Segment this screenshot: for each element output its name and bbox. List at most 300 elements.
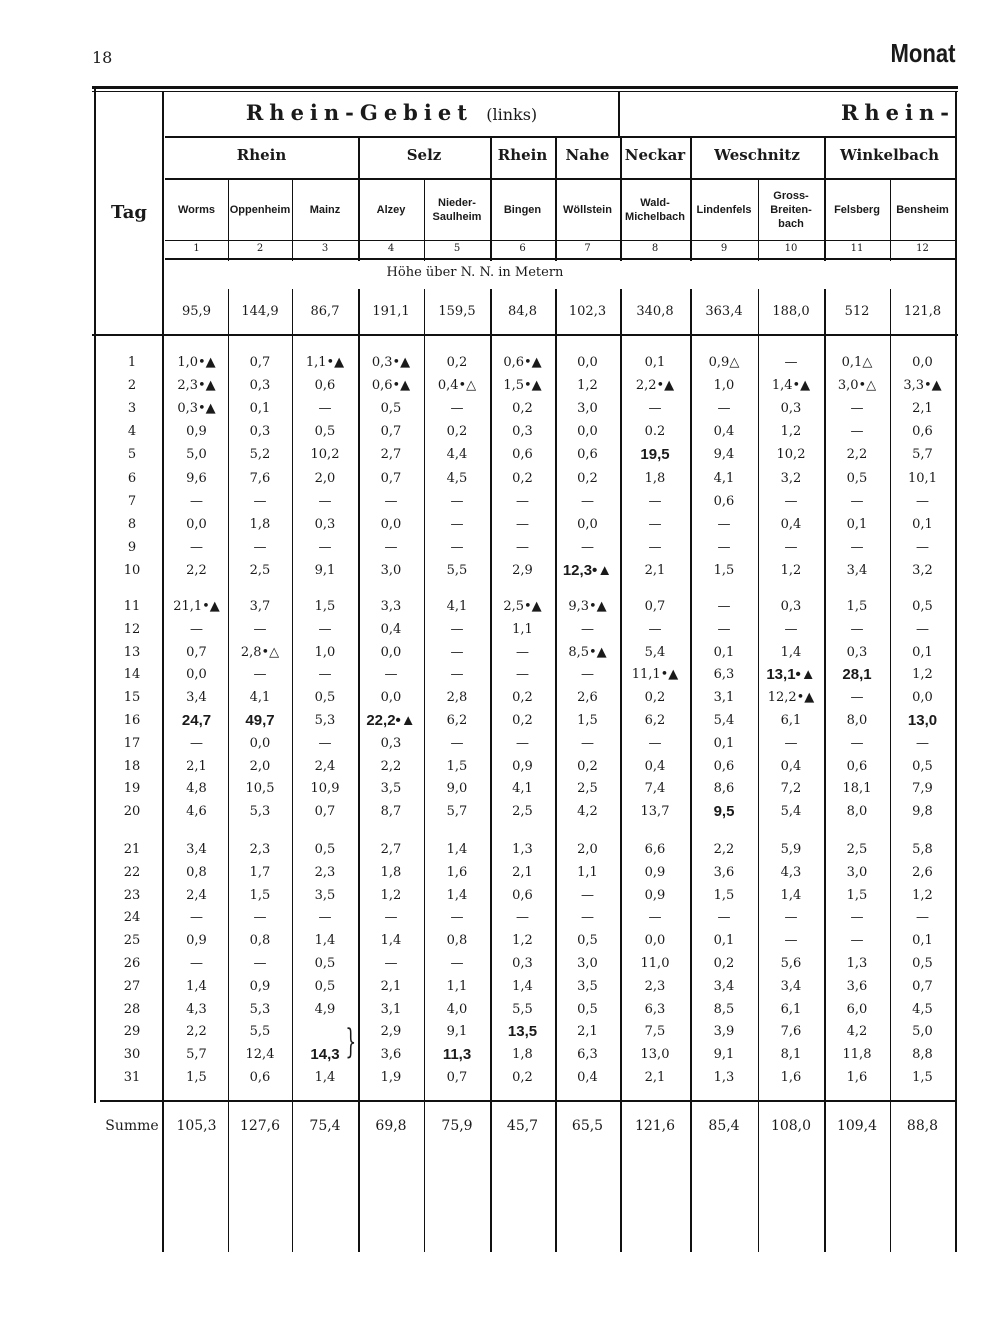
rainfall-value: — [648, 539, 662, 555]
rainfall-value: — [384, 910, 398, 926]
rainfall-value: — [253, 667, 267, 683]
region-name: Rhein-Gebiet [245, 100, 473, 125]
rainfall-value: 9,1 [314, 562, 336, 578]
rainfall-value: 2,7 [380, 447, 402, 463]
rainfall-value: 2,1 [577, 1024, 598, 1040]
rainfall-value: 2,9 [512, 562, 533, 578]
rainfall-value: 2,6 [912, 864, 933, 880]
rainfall-value: 0,1 [644, 355, 666, 370]
rainfall-value: 0,0 [912, 355, 933, 370]
rainfall-value: — [648, 493, 662, 509]
day-column-header: Tag [111, 202, 147, 223]
station-altitude: 191,1 [372, 304, 410, 319]
rainfall-value: 2,0 [577, 842, 598, 857]
station-header: Felsberg [834, 204, 880, 216]
rainfall-value: 4,3 [780, 864, 802, 880]
station-number: 8 [651, 243, 659, 254]
rainfall-value: 5,4 [644, 644, 666, 660]
rainfall-value: — [190, 493, 203, 509]
rainfall-value: 10,1 [908, 470, 937, 486]
rainfall-value: — [450, 516, 464, 532]
rainfall-value: 6,2 [446, 713, 468, 728]
rainfall-value: — [318, 539, 332, 555]
station-rule [165, 240, 955, 241]
rainfall-value: 6,0 [846, 1001, 868, 1017]
rainfall-value: 1,3 [846, 956, 868, 971]
rainfall-value: 11,3 [442, 1046, 472, 1064]
rainfall-value: 0,0 [577, 355, 598, 370]
rainfall-value: 9,8 [912, 804, 933, 820]
monthly-sum: 108,0 [770, 1118, 812, 1134]
rainfall-value: 10,2 [310, 447, 340, 463]
rainfall-value: 2,3 [314, 864, 336, 880]
rainfall-value: 5,3 [249, 1001, 271, 1017]
rainfall-value: 1,5•▲ [503, 378, 542, 394]
rainfall-value: 0,2 [577, 470, 598, 486]
rainfall-value: 12,2•▲ [767, 690, 815, 706]
rainfall-value: — [450, 621, 464, 637]
rainfall-value: — [516, 539, 529, 555]
rainfall-value: 6,1 [780, 1001, 802, 1017]
station-altitude: 512 [844, 304, 870, 319]
top-rule [92, 86, 958, 89]
rainfall-value: 2,5 [577, 781, 598, 797]
rainfall-value: 1,5 [713, 887, 735, 903]
rainfall-value: 0,5 [314, 690, 336, 706]
rainfall-value: — [850, 424, 864, 440]
rainfall-value: 0,8 [186, 864, 207, 880]
rainfall-value: 1,4 [446, 842, 468, 857]
rainfall-value: 9,5 [713, 803, 735, 821]
rainfall-value: 0,7 [380, 470, 402, 486]
rainfall-value: — [581, 887, 594, 903]
station-number: 4 [387, 243, 395, 254]
rainfall-value: 3,0 [380, 562, 402, 578]
day-number: 26 [123, 956, 141, 971]
rainfall-value: 0,9 [186, 424, 207, 440]
rainfall-value: 2,7 [380, 842, 402, 857]
rainfall-value: — [450, 956, 464, 971]
rainfall-value: 1,5 [446, 758, 468, 774]
rainfall-value: 3,2 [912, 562, 933, 578]
rainfall-value: 6,1 [780, 713, 802, 728]
rainfall-value: 8,0 [846, 713, 868, 728]
rainfall-value: — [648, 735, 662, 751]
rainfall-value: 0.2 [644, 424, 666, 440]
rainfall-value: — [190, 956, 203, 971]
rainfall-value: — [190, 539, 203, 555]
rainfall-value: — [916, 910, 929, 926]
top-rule-2 [92, 91, 958, 92]
rainfall-value: 4,1 [446, 599, 468, 614]
rainfall-value: 0,0 [912, 690, 933, 706]
rainfall-value: 7,4 [644, 781, 666, 797]
rainfall-value: 1,2 [380, 887, 402, 903]
rainfall-value: 0,7 [912, 978, 933, 994]
station-altitude: 159,5 [438, 304, 476, 319]
day-number: 25 [123, 933, 141, 949]
monthly-sum: 127,6 [239, 1118, 281, 1134]
rainfall-value: 3,0•△ [837, 378, 877, 394]
rainfall-value: 5,3 [314, 713, 336, 728]
rainfall-value: 0,3 [380, 735, 402, 751]
station-number: 9 [720, 243, 728, 254]
day-number: 21 [123, 842, 141, 857]
rainfall-value: 0,1 [846, 516, 868, 532]
station-header: Bingen [503, 204, 542, 216]
rainfall-value: 2,9 [380, 1024, 402, 1040]
rainfall-value: 0,5 [577, 1001, 598, 1017]
rainfall-value: 1,5 [314, 599, 336, 614]
rainfall-value: — [384, 493, 398, 509]
rainfall-value: — [581, 735, 594, 751]
rainfall-value: 2,2 [380, 758, 402, 774]
rainfall-value: 5,5 [249, 1024, 271, 1040]
station-altitude: 86,7 [310, 304, 340, 319]
rainfall-value: 3,4 [713, 978, 735, 994]
rainfall-value: 0,4 [380, 621, 402, 637]
rainfall-value: 0,1 [912, 933, 933, 949]
rainfall-value: 3,1 [713, 690, 735, 706]
rainfall-value: 0,2 [713, 956, 735, 971]
rainfall-value: 0,0 [186, 667, 207, 683]
station-number: 1 [193, 243, 200, 254]
rainfall-value: 0,4 [780, 758, 802, 774]
rainfall-value: 2,4 [314, 758, 336, 774]
rainfall-value: 0,1 [713, 735, 735, 751]
rainfall-value: 0,2 [446, 424, 468, 440]
rainfall-value: 3,4 [186, 690, 207, 706]
rainfall-value: 0,9△ [708, 355, 740, 370]
rainfall-value: — [648, 516, 662, 532]
rainfall-value: 0,6 [713, 493, 735, 509]
rainfall-value: 0,1 [912, 644, 933, 660]
rainfall-value: 0,8 [249, 933, 271, 949]
rainfall-value: 0,5 [846, 470, 868, 486]
rainfall-value: 49,7 [245, 712, 275, 729]
rainfall-value: 3,3•▲ [903, 378, 942, 394]
rainfall-value: 10,2 [776, 447, 806, 463]
rainfall-value: 1,6 [780, 1070, 802, 1085]
rainfall-value: — [784, 493, 798, 509]
rainfall-value: 9,3•▲ [568, 599, 607, 614]
rainfall-value: 0,6 [512, 887, 533, 903]
region-rule [165, 136, 955, 138]
rainfall-value: 10,5 [245, 781, 275, 797]
brace-icon: } [345, 1022, 357, 1062]
station-altitude: 363,4 [705, 304, 743, 319]
rainfall-value: — [581, 667, 594, 683]
monthly-sum: 109,4 [836, 1118, 878, 1134]
rainfall-value: 3,3 [380, 599, 402, 614]
rainfall-value: 2,0 [249, 758, 271, 774]
rainfall-value: — [784, 355, 798, 370]
rainfall-value: 5,0 [186, 447, 207, 463]
rainfall-value: 4,9 [314, 1001, 336, 1017]
rainfall-value: 3,4 [780, 978, 802, 994]
station-number: 12 [916, 243, 929, 254]
day-number: 1 [127, 355, 137, 370]
rainfall-value: 0,3•▲ [371, 355, 411, 370]
day-number: 18 [123, 758, 141, 774]
rainfall-value: 1,0 [713, 378, 735, 394]
rainfall-value: — [516, 516, 529, 532]
rainfall-value: 12,4 [245, 1047, 275, 1063]
rainfall-value: 0,4 [713, 424, 735, 440]
rainfall-value: 3,1 [380, 1001, 402, 1017]
station-header: Gross- Breiten- bach [770, 190, 812, 230]
station-header: Mainz [309, 204, 341, 216]
day-number: 8 [127, 516, 137, 532]
rainfall-value: — [648, 401, 662, 417]
rainfall-value: — [850, 933, 864, 949]
header-bottom-rule [92, 334, 958, 336]
rainfall-value: 8,6 [713, 781, 735, 797]
rainfall-value: 7,2 [780, 781, 802, 797]
rainfall-value: — [717, 621, 731, 637]
rainfall-value: 1,0•▲ [177, 355, 216, 370]
rainfall-value: 0,0 [249, 735, 271, 751]
rainfall-value: 0,0 [577, 516, 598, 532]
rainfall-value: — [318, 621, 332, 637]
rainfall-value: 4,1 [713, 470, 735, 486]
day-number: 12 [123, 621, 141, 637]
rainfall-value: — [450, 910, 464, 926]
rainfall-value: 8,1 [780, 1047, 802, 1063]
rainfall-value: — [450, 667, 464, 683]
rainfall-value: 1,1 [512, 621, 533, 637]
station-header: Lindenfels [696, 204, 752, 216]
rainfall-value: 6,3 [577, 1047, 598, 1063]
rainfall-value: 1,2 [780, 562, 802, 578]
rainfall-value: 4,5 [912, 1001, 933, 1017]
rainfall-value: 0,3 [512, 956, 533, 971]
station-header: Alzey [376, 204, 406, 216]
rainfall-value: 1,4 [314, 933, 336, 949]
rainfall-value: 1,5 [912, 1070, 933, 1085]
river-header: Neckar [624, 146, 686, 164]
rainfall-value: 0,6•▲ [503, 355, 542, 370]
rainfall-value: — [190, 621, 203, 637]
rainfall-value: — [784, 539, 798, 555]
day-number: 6 [127, 470, 137, 486]
rainfall-value: 4,8 [186, 781, 207, 797]
rainfall-value: 3,6 [380, 1047, 402, 1063]
rainfall-value: 0,5 [314, 424, 336, 440]
rainfall-value: 0,3 [512, 424, 533, 440]
rainfall-value: 4,1 [249, 690, 271, 706]
day-number: 31 [123, 1070, 141, 1085]
rainfall-value: 0,6 [577, 447, 598, 463]
rainfall-value: 1,5 [713, 562, 735, 578]
rainfall-value: 5,0 [912, 1024, 933, 1040]
rainfall-value: 1,4 [380, 933, 402, 949]
rainfall-value: 1,5 [186, 1070, 207, 1085]
rainfall-value: 3,6 [846, 978, 868, 994]
region-title-left [165, 100, 618, 125]
day-number: 30 [123, 1047, 141, 1063]
rainfall-value: 3,0 [577, 401, 598, 417]
rainfall-value: 19,5 [640, 446, 670, 464]
rainfall-value: — [516, 667, 529, 683]
rainfall-value: — [581, 621, 594, 637]
monthly-sum: 75,9 [441, 1118, 473, 1134]
rainfall-value: 2,1 [380, 978, 402, 994]
rainfall-value: 1,5 [249, 887, 271, 903]
rainfall-value: 1,4 [446, 887, 468, 903]
river-header: Nahe [565, 146, 610, 164]
rainfall-value: 0,6 [912, 424, 933, 440]
rainfall-value: — [717, 910, 731, 926]
rainfall-value: 2,3 [249, 842, 271, 857]
station-altitude: 121,8 [903, 304, 942, 319]
rainfall-value: 0,7 [314, 804, 336, 820]
monthly-sum: 88,8 [906, 1118, 939, 1134]
rainfall-value: — [450, 493, 464, 509]
rainfall-value: — [318, 493, 332, 509]
rainfall-value: 0,6•▲ [371, 378, 411, 394]
rainfall-value: 1,4 [780, 887, 802, 903]
rainfall-value: — [850, 735, 864, 751]
rainfall-value: — [717, 516, 731, 532]
rainfall-value: 0,7 [186, 644, 207, 660]
rainfall-value: — [717, 599, 731, 614]
rainfall-value: — [253, 956, 267, 971]
rainfall-value: — [581, 493, 594, 509]
rainfall-value: 13,0 [907, 712, 938, 729]
station-altitude: 102,3 [568, 304, 607, 319]
rainfall-value: 3,0 [846, 864, 868, 880]
rainfall-value: 8,5 [713, 1001, 735, 1017]
monthly-sum: 65,5 [571, 1118, 604, 1134]
rainfall-value: 0,2 [512, 401, 533, 417]
rainfall-value: 0,8 [446, 933, 468, 949]
rainfall-value: — [648, 910, 662, 926]
rainfall-value: 21,1•▲ [173, 599, 220, 614]
rainfall-value: 0,5 [314, 978, 336, 994]
rainfall-value: 28,1 [842, 666, 872, 684]
rainfall-value: 1,6 [446, 864, 468, 880]
rainfall-value: — [450, 539, 464, 555]
rainfall-value: 0,5 [380, 401, 402, 417]
rainfall-value: 0,2 [446, 355, 468, 370]
rainfall-value: 22,2•▲ [366, 712, 416, 729]
rainfall-value: 0,2 [512, 1070, 533, 1085]
rainfall-value: 0,6 [846, 758, 868, 774]
rainfall-value: 8,0 [846, 804, 868, 820]
day-number: 29 [123, 1024, 141, 1040]
rainfall-value: 7,6 [780, 1024, 802, 1040]
rainfall-value: 6,2 [644, 713, 666, 728]
rainfall-value: 2,4 [186, 887, 207, 903]
rainfall-value: 0,1 [249, 401, 271, 417]
rainfall-value: 0,0 [380, 690, 402, 706]
rainfall-value: 1,3 [512, 842, 533, 857]
rainfall-value: 11,1•▲ [631, 667, 679, 683]
rainfall-value: 1,2 [780, 424, 802, 440]
rainfall-value: 2,3 [644, 978, 666, 994]
rainfall-value: — [916, 735, 929, 751]
rainfall-value: 13,1•▲ [766, 666, 816, 684]
rainfall-value: 1,8 [512, 1047, 533, 1063]
day-number: 27 [123, 978, 141, 994]
rainfall-value: — [253, 493, 267, 509]
monthly-sum: 69,8 [375, 1118, 407, 1134]
rainfall-value: 2,8 [446, 690, 468, 706]
page-number: 18 [92, 48, 113, 67]
rainfall-value: — [784, 910, 798, 926]
station-header: Wöllstein [563, 204, 612, 216]
rainfall-value: 9,1 [446, 1024, 468, 1040]
rainfall-value: 2,1 [912, 401, 933, 417]
day-number: 24 [123, 910, 141, 926]
rainfall-value: 5,4 [780, 804, 802, 820]
rainfall-value: 0,2 [644, 690, 666, 706]
rainfall-value: 2,6 [577, 690, 598, 706]
station-header: Worms [177, 204, 216, 216]
rainfall-value: 11,0 [640, 956, 670, 971]
rainfall-value: 13,5 [507, 1023, 538, 1041]
rainfall-value: 0,4 [577, 1070, 598, 1085]
rainfall-value: 1,4 [186, 978, 207, 994]
rainfall-value: — [916, 493, 929, 509]
rainfall-value: 6,3 [713, 667, 735, 683]
rainfall-value: — [253, 910, 267, 926]
rainfall-value: 0,3•▲ [177, 401, 216, 417]
rainfall-value: 1,6 [846, 1070, 868, 1085]
rainfall-value: 1,8 [644, 470, 666, 486]
rainfall-value: 1,4 [780, 644, 802, 660]
rainfall-value: 0,3 [249, 378, 271, 394]
day-number: 23 [123, 887, 141, 903]
rainfall-value: 2,2 [713, 842, 735, 857]
rainfall-value: 0,7 [380, 424, 402, 440]
rainfall-value: 2,5 [249, 562, 271, 578]
rainfall-value: 0,1 [713, 644, 735, 660]
station-number: 5 [453, 243, 461, 254]
altitude-label: Höhe über N. N. in Metern [386, 265, 564, 280]
rainfall-value: — [717, 539, 731, 555]
left-border [94, 88, 96, 1103]
day-number: 13 [123, 644, 141, 660]
rainfall-value: 0,7 [644, 599, 666, 614]
rainfall-value: 2,3•▲ [177, 378, 216, 394]
station-altitude: 188,0 [772, 304, 810, 319]
rainfall-value: 14,3 [310, 1046, 340, 1064]
monthly-sum: 45,7 [506, 1118, 539, 1134]
rainfall-value: — [318, 667, 332, 683]
rainfall-value: — [850, 690, 864, 706]
rainfall-value: 1,7 [249, 864, 271, 880]
rainfall-value: — [581, 910, 594, 926]
rainfall-value: 3,4 [846, 562, 868, 578]
rainfall-value: — [318, 735, 332, 751]
rainfall-value: 0,9 [186, 933, 207, 949]
rainfall-value: 9,4 [713, 447, 735, 463]
rainfall-value: 2,1 [644, 1070, 666, 1085]
rainfall-value: 4,1 [512, 781, 533, 797]
rainfall-value: 0,4 [644, 758, 666, 774]
rainfall-value: 24,7 [181, 712, 212, 729]
rainfall-value: 7,9 [912, 781, 933, 797]
rainfall-value: 1,5 [846, 887, 868, 903]
rainfall-value: — [516, 493, 529, 509]
rainfall-value: 12,3•▲ [562, 561, 613, 579]
day-number: 15 [123, 690, 141, 706]
river-header: Rhein [236, 146, 287, 164]
rainfall-value: 0,2 [512, 690, 533, 706]
region-suffix: (links) [486, 105, 538, 124]
